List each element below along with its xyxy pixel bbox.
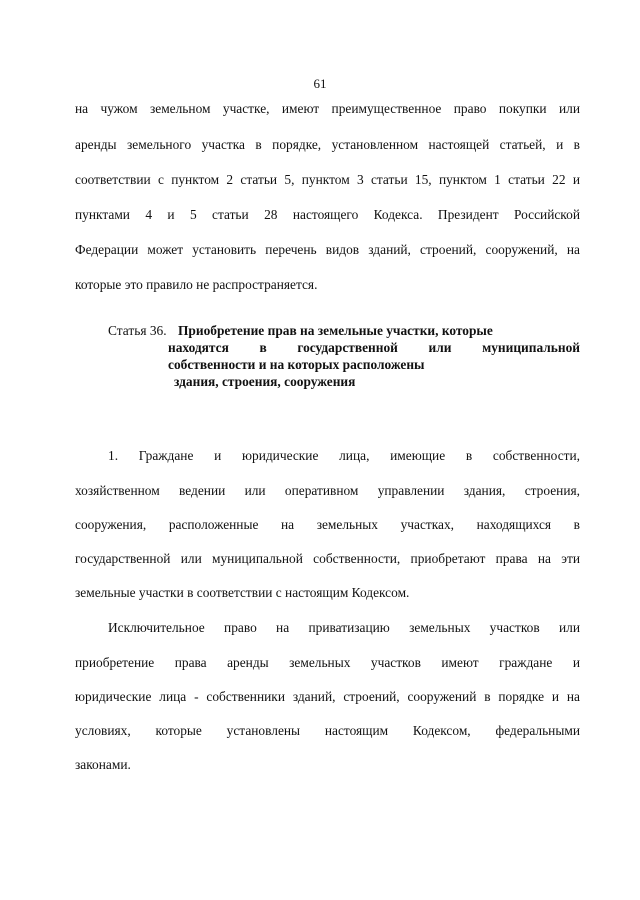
page-number: 61	[313, 76, 327, 91]
text-line: земельные участки в соответствии с настоящим Кодексом.	[75, 585, 410, 600]
text-line: аренды земельного участка в порядке, установленном настоящей статьей, и в	[75, 137, 580, 152]
text-line: Федерации может установить перечень видов зданий, строений, сооружений, на	[75, 242, 580, 257]
article-title-line: собственности и на которых расположены	[168, 357, 425, 372]
text-line: условиях, которые установлены настоящим Кодексом, федеральными	[75, 723, 580, 738]
text-line: 1. Граждане и юридические лица, имеющие в собственности,	[108, 448, 580, 463]
article-title-line: находятся в государственной или муниципальной	[168, 340, 580, 355]
text-line: законами.	[75, 757, 131, 772]
article-title-line: Приобретение прав на земельные участки, которые	[178, 323, 493, 338]
article-label: Статья 36.	[108, 323, 167, 338]
text-line: на чужом земельном участке, имеют преимущественное право покупки или	[75, 101, 580, 116]
text-line: пунктами 4 и 5 статьи 28 настоящего Кодекса. Президент Российской	[75, 207, 580, 222]
article-title-line: здания, строения, сооружения	[174, 374, 356, 389]
text-line: которые это правило не распространяется.	[75, 277, 318, 292]
text-line: сооружения, расположенные на земельных участках, находящихся в	[75, 517, 580, 532]
text-line: Исключительное право на приватизацию земельных участков или	[108, 620, 580, 635]
text-line: соответствии с пунктом 2 статьи 5, пунктом 3 статьи 15, пунктом 1 статьи 22 и	[75, 172, 580, 187]
text-line: приобретение права аренды земельных участков имеют граждане и	[75, 655, 580, 670]
text-line: юридические лица - собственники зданий, строений, сооружений в порядке и на	[75, 689, 580, 704]
text-line: государственной или муниципальной собственности, приобретают права на эти	[75, 551, 580, 566]
text-line: хозяйственном ведении или оперативном управлении здания, строения,	[75, 483, 580, 498]
